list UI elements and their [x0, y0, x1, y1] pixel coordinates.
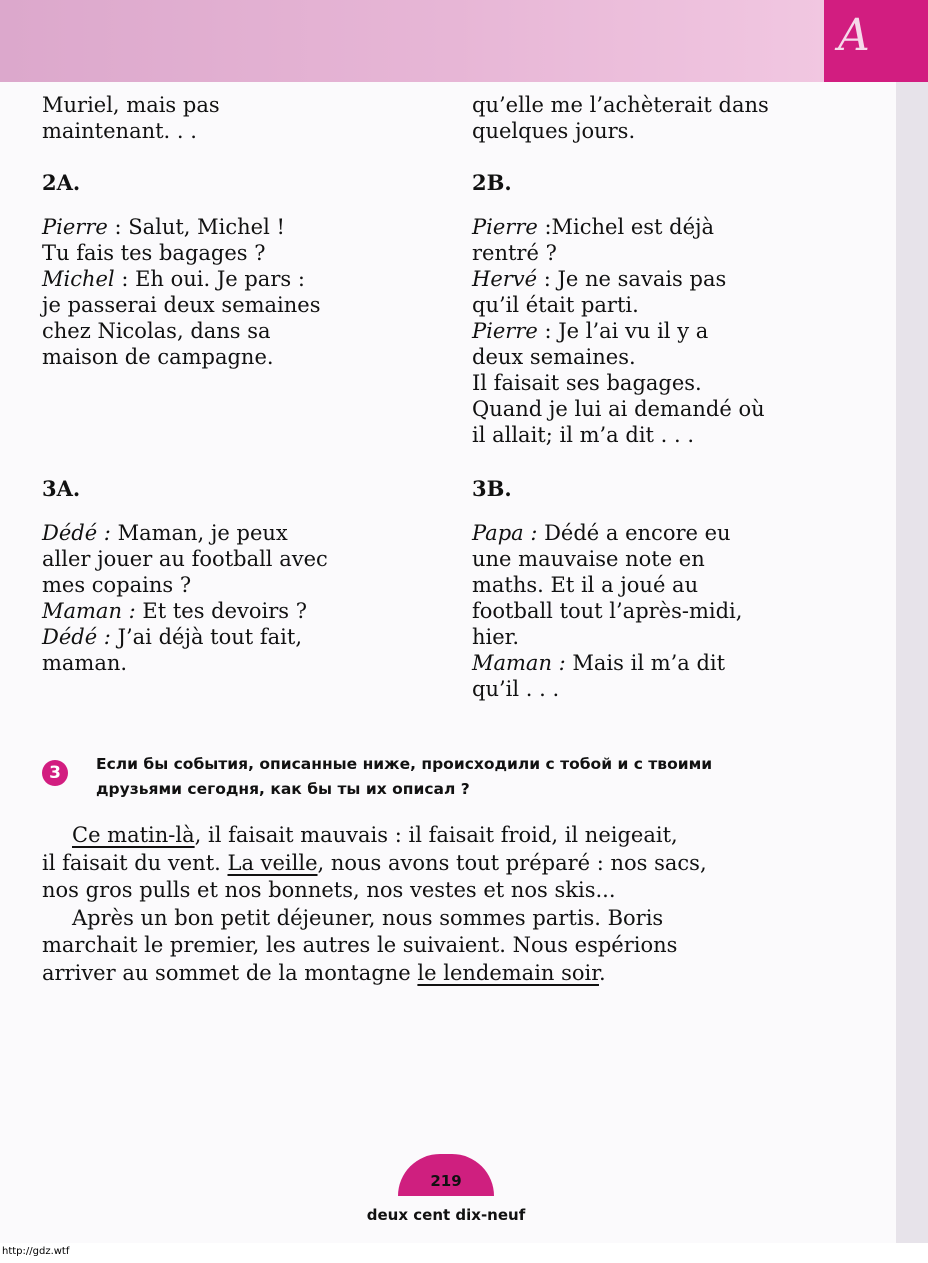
header-band [0, 0, 824, 82]
story-fragment: nos gros pulls et nos bonnets, nos vestes et nos skis... [42, 878, 616, 902]
speaker: Hervé [472, 267, 538, 291]
instruction-line: друзьями сегодня, как бы ты их описал ? [96, 780, 470, 798]
speech: hier. [472, 625, 520, 649]
story-text [42, 822, 842, 987]
speech: : Salut, Michel ! [107, 215, 285, 239]
dialogue-line [472, 214, 822, 240]
story-fragment: arriver au sommet de la montagne [42, 960, 418, 985]
dialogue-line [472, 650, 822, 676]
dialogue-line [42, 344, 442, 370]
speech: maman. [42, 651, 128, 675]
story-fragment: , il faisait mauvais : il faisait froid, il neigeait, [194, 823, 678, 847]
text-line: quelques jours. [472, 119, 636, 143]
dialogue-line [42, 240, 442, 266]
dialogue-line [472, 422, 822, 448]
watermark-link[interactable]: http://gdz.wtf [2, 1246, 70, 1257]
speaker: Maman : [472, 651, 566, 675]
text-line: Muriel, mais pas [42, 93, 220, 117]
speech: chez Nicolas, dans sa [42, 319, 271, 343]
time-expression: Ce matin-là [72, 823, 195, 847]
speech: : Je ne savais pas [537, 267, 727, 291]
story-line [42, 822, 842, 850]
story-fragment: il faisait du vent. [42, 850, 228, 875]
story-fragment: marchait le premier, les autres le suivaient. Nous espérions [42, 933, 678, 957]
dialogue-line [472, 676, 822, 702]
page-number-words: deux cent dix-neuf [366, 1206, 526, 1224]
dialogue-line [472, 266, 822, 292]
speech: mes copains ? [42, 573, 192, 597]
dialogue-line [42, 318, 442, 344]
speech: deux semaines. [472, 345, 636, 369]
speech: football tout l’après-midi, [472, 599, 743, 623]
dialogue-3a [42, 520, 442, 676]
dialogue-line [472, 598, 822, 624]
dialogue-line [472, 396, 822, 422]
speech: qu’il était parti. [472, 293, 639, 317]
dialogue-line [472, 520, 822, 546]
dialogue-line [42, 624, 442, 650]
story-line [42, 960, 842, 988]
speaker: Michel [42, 267, 115, 291]
dialogue-line [42, 650, 442, 676]
speech: aller jouer au football avec [42, 547, 328, 571]
dialogue-line [42, 292, 442, 318]
speech: maison de campagne. [42, 345, 274, 369]
speech: rentré ? [472, 241, 557, 265]
page-number: 219 [430, 1172, 462, 1190]
exercise-instruction [96, 752, 836, 802]
story-fragment: , nous avons tout préparé : nos sacs, [317, 850, 707, 875]
dialogue-line [42, 598, 442, 624]
story-line [42, 905, 842, 933]
story-fragment: . [598, 960, 606, 985]
dialogue-heading-2a: 2A. [42, 170, 81, 195]
speech: : Je l’ai vu il y a [537, 319, 709, 343]
speaker: Dédé : [42, 625, 111, 649]
text-line: maintenant. . . [42, 119, 197, 143]
story-fragment: Après un bon petit déjeuner, nous sommes partis. Boris [72, 905, 664, 930]
speech: Il faisait ses bagages. [472, 371, 702, 395]
dialogue-line [42, 546, 442, 572]
dialogue-line [472, 624, 822, 650]
dialogue-line [42, 214, 442, 240]
time-expression: La veille [227, 850, 318, 875]
dialogue-heading-3a: 3A. [42, 476, 81, 501]
speaker: Pierre [472, 319, 538, 343]
dialogue-3b [472, 520, 822, 702]
dialogue-line [472, 572, 822, 598]
dialogue-line [472, 344, 822, 370]
text-line: qu’elle me l’achèterait dans [472, 93, 769, 117]
speech: Tu fais tes bagages ? [42, 241, 266, 265]
dialogue-line [472, 292, 822, 318]
left-intro [42, 92, 442, 144]
dialogue-2b [472, 214, 822, 448]
dialogue-line [472, 318, 822, 344]
speech: Dédé a encore eu [537, 521, 731, 545]
dialogue-line [472, 370, 822, 396]
speech: maths. Et il a joué au [472, 573, 699, 597]
exercise-number-badge: 3 [42, 760, 68, 786]
speaker: Pierre [472, 215, 538, 239]
dialogue-line [42, 572, 442, 598]
dialogue-heading-3b: 3B. [472, 476, 512, 501]
speaker: Papa : [472, 521, 538, 545]
speech: J’ai déjà tout fait, [110, 625, 302, 649]
speaker: Maman : [42, 599, 136, 623]
dialogue-2a [42, 214, 442, 370]
section-badge [824, 0, 928, 82]
speech: Et tes devoirs ? [135, 599, 308, 623]
speech: Quand je lui ai demandé où [472, 397, 765, 421]
right-intro [472, 92, 822, 144]
dialogue-heading-2b: 2B. [472, 170, 512, 195]
speech: il allait; il m’a dit . . . [472, 423, 695, 447]
story-line [42, 877, 842, 905]
speaker: Pierre [42, 215, 108, 239]
dialogue-line [42, 520, 442, 546]
speaker: Dédé : [42, 521, 111, 545]
dialogue-line [472, 546, 822, 572]
speech: Mais il m’a dit [565, 651, 726, 675]
speech: je passerai deux semaines [42, 293, 321, 317]
speech: :Michel est déjà [537, 215, 715, 239]
dialogue-line [472, 240, 822, 266]
time-expression: le lendemain soir [417, 960, 599, 985]
speech: qu’il . . . [472, 677, 560, 701]
speech: Maman, je peux [110, 521, 288, 545]
story-line [42, 932, 842, 960]
speech: : Eh oui. Je pars : [114, 267, 305, 291]
instruction-line: Если бы события, описанные ниже, происходили с тобой и с твоими [96, 755, 713, 773]
badge-letter: A [838, 10, 870, 61]
dialogue-line [42, 266, 442, 292]
story-line [42, 850, 842, 878]
speech: une mauvaise note en [472, 547, 705, 571]
page-edge-strip [896, 82, 928, 1243]
